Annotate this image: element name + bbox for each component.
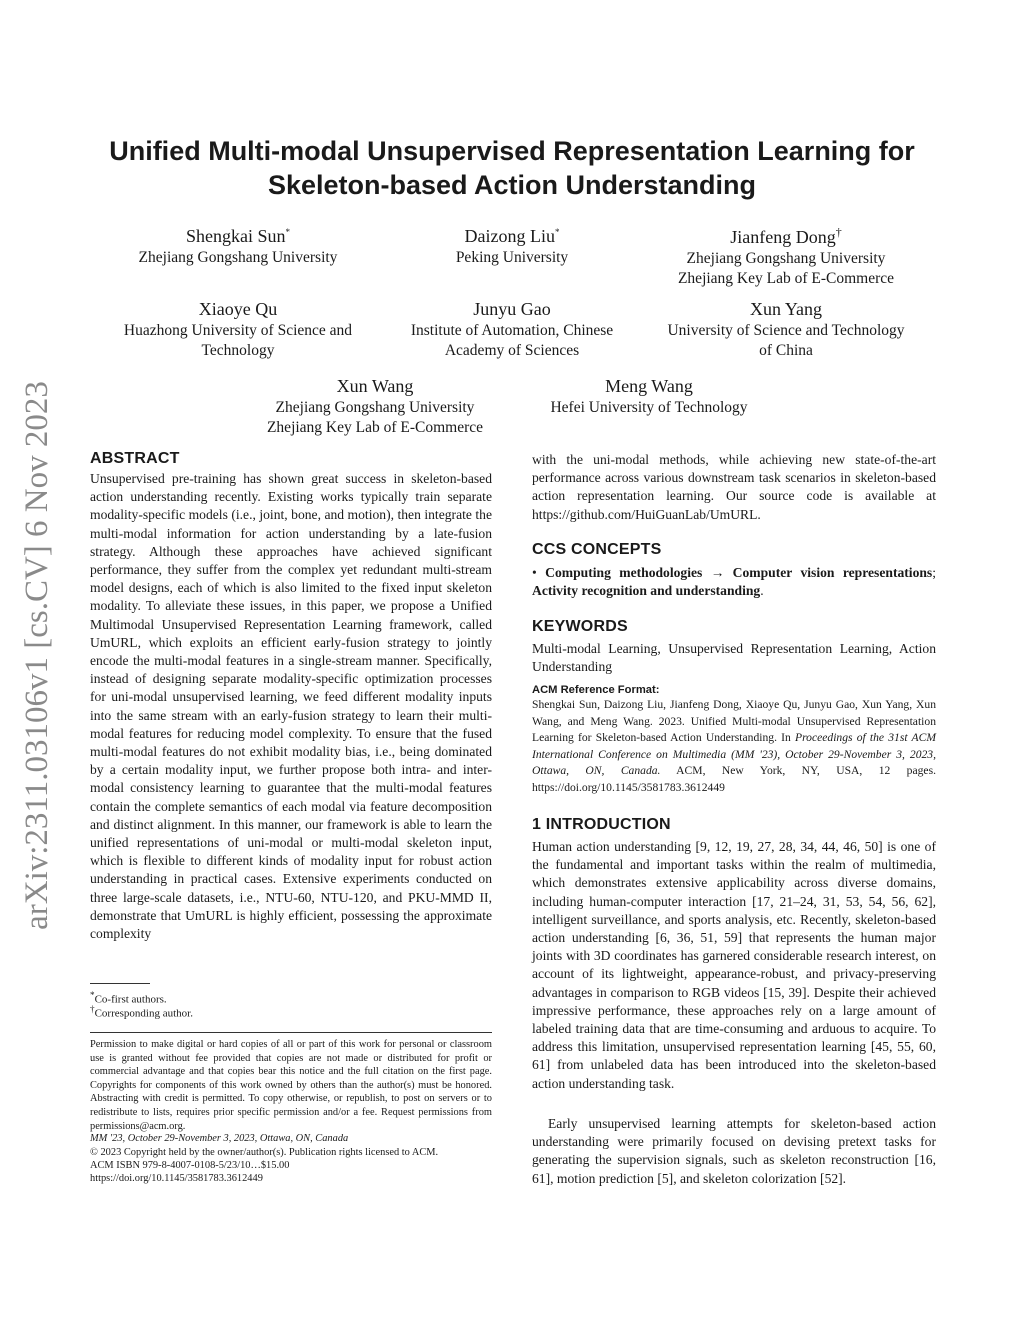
acm-reference: ACM Reference Format: Shengkai Sun, Daizong Liu, Jianfeng Dong, Xiaoye Qu, Junyu Gao, Xun Yang, Xun Wang, and Meng Wang. 2023. Unified Multi-modal Unsupervised Representation Learning for Skeleton-based Action Understanding. In Proceedings of the 31st ACM International Conference on Multimedia (MM '23), October 29-November 3, 2023, Ottawa, ON, Canada. ACM, New York, NY, USA, 12 pages. https://doi.org/10.1145/3581783.3612449 <box>532 684 936 794</box>
intro-paragraph-2: Early unsupervised learning attempts for skeleton-based action understanding were primarily focused on devising pretext tasks for generating the supervision signals, such as skeleton reconstruction [16, 61], motion prediction [5], and skeleton colorization [52]. <box>532 1116 936 1186</box>
permission-venue: MM '23, October 29-November 3, 2023, Ottawa, ON, Canada <box>90 1133 349 1144</box>
title-line-2: Skeleton-based Action Understanding <box>267 170 757 200</box>
author-block: Xiaoye Qu Huazhong University of Science and Technology <box>123 299 353 359</box>
author-block: Jianfeng Dong† Zhejiang Gongshang University Zhejiang Key Lab of E-Commerce <box>677 225 895 287</box>
paper-title <box>82 134 942 202</box>
keywords-text: Multi-modal Learning, Unsupervised Representation Learning, Action Understanding <box>532 641 936 675</box>
abstract-text: Unsupervised pre-training has shown great success in skeleton-based action understanding recently. Existing works typically train separate modality-specific models (i.e., joint, bone, and motion), then integrate the multi-modal information for action understanding by a late-fusion strategy. Although these approaches have achieved significant performance, they suffer from the complex yet redundant multi-stream model designs, each of which is also limited to the fixed input skeleton modality. To alleviate these issues, in this paper, we propose a Unified Multimodal Unsupervised Representation Learning framework, called UmURL, which exploits an efficient early-fusion strategy to jointly encode the multi-modal features in a single-stream manner. Specifically, instead of designing separate modality-specific optimization processes for uni-modal unsupervised learning, we feed different modality inputs into the same stream with an early-fusion strategy to learn their multi-modal features for reducing model complexity. To ensure that the fused multi-modal features do not exhibit modality bias, i.e., being dominated by a certain modality input, we further propose both intra- and inter-modal consistency learning to guarantee that the multi-modal features contain the complete semantics of each modal via feature decomposition and distinct alignment. In this manner, our framework is able to learn the unified representations of uni-modal or multi-modal skeleton input, which is flexible to different kinds of modality input for robust action understanding in practical cases. Extensive experiments conducted on three large-scale datasets, i.e., NTU-60, NTU-120, and PKU-MMD II, demonstrate that UmURL is highly efficient, possessing the approximate complexity <box>90 471 492 942</box>
keywords-heading: KEYWORDS <box>532 618 628 635</box>
intro-heading: 1 INTRODUCTION <box>532 816 671 833</box>
ccs-concepts: • Computing methodologies → Computer vision representations; Activity recognition and understanding. <box>532 565 936 599</box>
permission-rule <box>90 1032 492 1033</box>
permission-doi: https://doi.org/10.1145/3581783.3612449 <box>90 1173 263 1184</box>
footnote-corresponding: †Corresponding author. <box>90 1004 193 1020</box>
permission-isbn: ACM ISBN 979-8-4007-0108-5/23/10…$15.00 <box>90 1160 290 1171</box>
author-block: Xun Yang University of Science and Technology of China <box>667 299 905 359</box>
arxiv-side-label: arXiv:2311.03106v1 [cs.CV] 6 Nov 2023 <box>18 380 55 930</box>
author-block: Meng Wang Hefei University of Technology <box>550 376 748 416</box>
footnote-cofirst: *Co-first authors. <box>90 990 167 1006</box>
permission-copyright: © 2023 Copyright held by the owner/author(s). Publication rights licensed to ACM. <box>90 1147 439 1158</box>
abstract-continuation: with the uni-modal methods, while achieving new state-of-the-art performance across various downstream task scenarios in skeleton-based action representation learning. Our source code is available at https://github.com/HuiGuanLab/UmURL. <box>532 452 936 522</box>
author-block: Xun Wang Zhejiang Gongshang University Zhejiang Key Lab of E-Commerce <box>266 376 484 436</box>
footnote-rule <box>90 983 150 984</box>
author-block: Daizong Liu* Peking University <box>455 226 569 266</box>
author-block: Junyu Gao Institute of Automation, Chinese Academy of Sciences <box>410 299 614 359</box>
author-block: Shengkai Sun* Zhejiang Gongshang University <box>138 226 338 266</box>
ccs-heading: CCS CONCEPTS <box>532 541 662 558</box>
intro-paragraph-1: Human action understanding [9, 12, 19, 27, 28, 34, 44, 46, 50] is one of the fundamental and important tasks within the realm of multimedia, which demonstrates extensive applicability across diverse domains, including human-computer interaction [17, 21–24, 31, 53, 54, 56, 62], intelligent surveillance, and sports analysis, etc. Recently, skeleton-based action understanding [6, 36, 51, 59] that represents the human major joints with 3D coordinates has garnered considerable research interest, on account of its lightweight, appearance-robust, and privacy-preserving advantages in comparison to RGB videos [15, 39]. Despite their achieved impressive performance, these approaches rely on a large amount of labeled training data that are time-consuming and arduous to acquire. To address this limitation, unsupervised representation learning [45, 55, 60, 61] from unlabeled data has been introduced into the skeleton-based action understanding task. <box>532 839 936 1091</box>
permission-text: Permission to make digital or hard copies of all or part of this work for personal or classroom use is granted without fee provided that copies are not made or distributed for profit or commercial advantage and that copies bear this notice and the full citation on the first page. Copyrights for components of this work owned by others than the author(s) must be honored. Abstracting with credit is permitted. To copy otherwise, or republish, to post on servers or to redistribute to lists, requires prior specific permission and/or a fee. Request permissions from permissions@acm.org. <box>90 1039 492 1132</box>
abstract-heading: ABSTRACT <box>90 450 180 467</box>
title-line-1: Unified Multi-modal Unsupervised Representation Learning for <box>109 136 915 166</box>
